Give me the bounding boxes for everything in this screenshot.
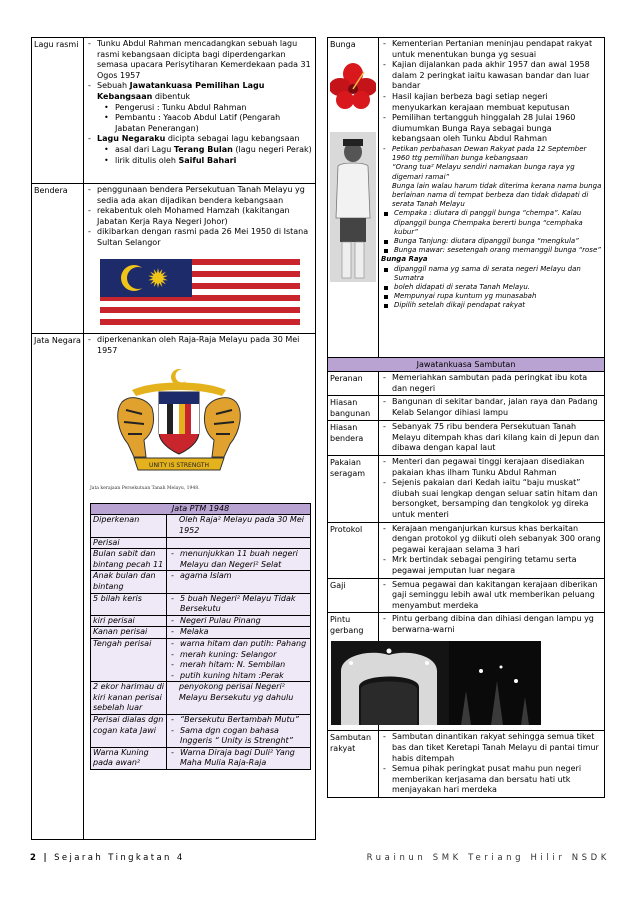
jk-row-label: Protokol <box>328 522 379 578</box>
jk-row <box>328 731 605 798</box>
jk-row-label: Hiasan bangunan <box>328 396 379 421</box>
jk-row-content <box>379 372 605 396</box>
bunga-tanjung: Bunga Tanjung: diutara dipanggil bunga “mengkula” <box>381 237 602 246</box>
jata-ptm-meaning <box>167 627 311 639</box>
jata-ptm-meaning <box>167 593 311 615</box>
malaysia-flag-icon <box>100 259 300 325</box>
jata-ptm-part: 2 ekor harimau di kiri kanan perisai sebelah luar <box>91 682 167 715</box>
merdeka-arch-icon <box>331 641 541 725</box>
jata-ptm-part: Bulan sabit dan bintang pecah 11 <box>91 549 167 571</box>
bunga-cempaka: Cempaka : diutara di panggil bunga “chempa”. Kalau dipanggil bunga Chempaka bererti bunga “cemphaka kubur” <box>381 209 602 237</box>
jawatankuasa-sambutan-title: Jawatankuasa Sambutan <box>328 358 605 372</box>
jk-row-item: - Sejenis pakaian dari Kedah iaitu “baju muskat” diubah suai lengkap dengan seluar satin hitam dan bersongket, bersamping dan tengkolok yg direka untuk menteri <box>381 478 602 520</box>
jk-row-label: Pakaian seragam <box>328 455 379 522</box>
jata-ptm-part: Kanan perisai <box>91 627 167 639</box>
jata-ptm-meaning-item: - merah hitam: N. Sembilan <box>169 660 308 671</box>
jk-row-item: - Pintu gerbang dibina dan dihiasi dengan lampu yg berwarna-warni <box>381 614 602 635</box>
jata-ptm-meaning-item: - “Bersekutu Bertambah Mutu” <box>169 715 308 726</box>
jata-ptm-row <box>91 571 311 593</box>
row-jk-title <box>328 358 605 372</box>
label-lagu-rasmi: Lagu rasmi <box>32 38 84 184</box>
jata-ptm-meaning <box>167 549 311 571</box>
bunga-raya-1: dipanggil nama yg sama di serata negeri Melayu dan Sumatra <box>381 265 602 283</box>
jata-ptm-meaning-item: - menunjukkan 11 buah negeri Melayu dan Negeri² Selat <box>169 549 308 570</box>
jata-ptm-row <box>91 549 311 571</box>
page-footer <box>30 853 610 867</box>
jata-ptm-meaning-item: - Sama dgn cogan bahasa Inggeris “ Unity is Strenght” <box>169 726 308 747</box>
jk-row-item: - Semua pegawai dan kakitangan kerajaan diberikan gaji seminggu lebih awal utk memberikan peluang menyambut merdeka <box>381 580 602 612</box>
jk-row-item: - Bangunan di sekitar bandar, jalan raya dan Padang Kelab Selangor dihiasi lampu <box>381 397 602 418</box>
content-jata-negara <box>84 334 316 840</box>
jk-row-content <box>379 613 605 731</box>
jk-row-label: Hiasan bendera <box>328 421 379 456</box>
jata-ptm-meaning-item: - merah kuning: Selangor <box>169 650 308 661</box>
bunga-point-2: - Kajian dijalankan pada akhir 1957 dan awal 1958 dalam 2 peringkat iaitu kawasan bandar dan luar bandar <box>381 60 602 92</box>
bunga-raya-head: Bunga Raya <box>381 255 428 264</box>
jk-row-label: Sambutan rakyat <box>328 731 379 798</box>
jata-ptm-meaning <box>167 615 311 627</box>
jk-row <box>328 372 605 396</box>
tunku-photo-icon <box>330 132 376 282</box>
jata-ptm-row <box>91 593 311 615</box>
left-table <box>31 37 316 840</box>
bunga-point-4: - Pemilihan tertangguh hinggalah 28 Julai 1960 diumumkan Bunga Raya sebagai bunga kebangsaan oleh Tunku Abdul Rahman <box>381 113 602 145</box>
lagu-sub-lirik: • lirik ditulis oleh Saiful Bahari <box>97 156 313 167</box>
jata-ptm-part: kiri perisai <box>91 615 167 627</box>
jata-ptm-row <box>91 638 311 681</box>
lagu-point-3: - Lagu Negaraku dicipta sebagai lagu kebangsaan • asal dari Lagu Terang Bulan (lagu negeri Perak) • lirik ditulis oleh Saiful Bahari <box>86 134 313 166</box>
jata-ptm-title: Jata PTM 1948 <box>91 503 311 515</box>
jata-ptm-part: Perisai <box>91 537 167 549</box>
jata-ptm-table <box>90 503 311 770</box>
jata-ptm-meaning-item: - 5 buah Negeri² Melayu Tidak Bersekutu <box>169 594 308 615</box>
jata-ptm-meaning-item: - Melaka <box>169 627 308 638</box>
lagu-sub-pembantu: • Pembantu : Yaacob Abdul Latif (Pengarah Jabatan Penerangan) <box>97 113 313 134</box>
bunga-mawar: Bunga mawar: sesetengah orang memanggil bunga “rose” <box>381 246 602 255</box>
jata-ptm-meaning <box>167 682 311 715</box>
jata-ptm-meaning-item: penyokong perisai Negeri² Melayu Bersekutu yg dahulu <box>179 682 294 702</box>
jk-row <box>328 613 605 731</box>
lagu-sub-asal: • asal dari Lagu Terang Bulan (lagu negeri Perak) <box>97 145 313 156</box>
row-jata-negara <box>32 334 316 840</box>
jk-row-content <box>379 522 605 578</box>
jata-ptm-meaning <box>167 571 311 593</box>
jk-row-content <box>379 731 605 798</box>
jata-ptm-meaning-item: - Negeri Pulau Pinang <box>169 616 308 627</box>
jata-point-1: - diperkenankan oleh Raja-Raja Melayu pada 30 Mei 1957 <box>86 335 313 356</box>
bunga-raya-2: boleh didapati di serata Tanah Melayu. <box>381 283 602 292</box>
content-bunga <box>379 38 605 358</box>
jata-ptm-meaning <box>167 515 311 537</box>
content-bendera <box>84 184 316 334</box>
row-bendera <box>32 184 316 334</box>
jata-ptm-row <box>91 515 311 537</box>
page-number: 2 <box>30 853 39 863</box>
jata-ptm-meaning <box>167 638 311 681</box>
jk-row <box>328 522 605 578</box>
hibiscus-flower-icon <box>330 62 376 112</box>
footer-subject: Sejarah Tingkatan 4 <box>54 853 185 863</box>
bunga-petikan-block <box>381 145 602 311</box>
jk-row-content <box>379 421 605 456</box>
right-table <box>327 37 605 798</box>
jk-row-item: - Semua pihak peringkat pusat mahu pun negeri memberikan kerjasama dan bersatu hati utk menjayakan hari merdeka <box>381 764 602 796</box>
jata-ptm-meaning-item: - warna hitam dan putih: Pahang <box>169 639 308 650</box>
label-jata-negara: Jata Negara <box>32 334 84 840</box>
bunga-quote-2: Bunga lain walau harum tidak diterima kerana nama bunga berlainan nama di tempat berbeza dan tidak didapati di serata Tanah Melayu <box>392 181 602 209</box>
jata-ptm-part: Tengah perisai <box>91 638 167 681</box>
jata-ptm-meaning <box>167 715 311 748</box>
coat-of-arms-icon <box>104 362 254 482</box>
row-lagu-rasmi <box>32 38 316 184</box>
jata-ptm-row <box>91 715 311 748</box>
jata-ptm-row <box>91 747 311 769</box>
jata-ptm-meaning <box>167 537 311 549</box>
coat-of-arms-caption: Jata kerajaan Persekutuan Tanah Melayu, 1948. <box>90 486 200 492</box>
jata-ptm-part: Diperkenan <box>91 515 167 537</box>
jata-ptm-meaning-item: - agama Islam <box>169 571 308 582</box>
footer-separator: | <box>43 853 49 863</box>
jata-ptm-meaning-item: Oleh Raja² Melayu pada 30 Mei 1952 <box>179 515 304 535</box>
bunga-quote-1: “Orang tua² Melayu sendiri namakan bunga raya yg digemari ramai” <box>392 163 575 181</box>
footer-credit: Ruainun SMK Teriang Hilir NSDK <box>366 853 610 863</box>
jk-row-content <box>379 455 605 522</box>
label-bunga: Bunga <box>330 40 356 49</box>
footer-left <box>30 853 185 867</box>
bendera-point-2: - rekabentuk oleh Mohamed Hamzah (kakitangan Jabatan Kerja Raya Negeri Johor) <box>86 206 313 227</box>
jata-ptm-meaning-item: - Warna Diraja bagi Duli² Yang Maha Mulia Raja-Raja <box>169 748 308 769</box>
content-lagu-rasmi <box>84 38 316 184</box>
jata-ptm-part: 5 bilah keris <box>91 593 167 615</box>
jata-ptm-meaning <box>167 747 311 769</box>
lagu-point-1: - Tunku Abdul Rahman mencadangkan sebuah lagu rasmi kebangsaan dicipta bagi diperdengarkan semasa upacara Perisytiharan Kemerdekaan pada 31 Ogos 1957 <box>86 39 313 81</box>
bunga-point-3: - Hasil kajian berbeza bagi setiap negeri menyukarkan kerajaan membuat keputusan <box>381 92 602 113</box>
lagu-point-2: - Sebuah Jawatankuasa Pemilihan Lagu Kebangsaan dibentuk • Pengerusi : Tunku Abdul Rahman • Pembantu : Yaacob Abdul Latif (Pengarah Jabatan Penerangan) <box>86 81 313 134</box>
jk-row-item: - Sebanyak 75 ribu bendera Persekutuan Tanah Melayu ditempah khas dari kilang kain di Jepun dan dibawa dengan kapal laut <box>381 422 602 454</box>
jk-row <box>328 421 605 456</box>
jata-ptm-part: Warna Kuning pada awan² <box>91 747 167 769</box>
coat-of-arms-motto: UNITY IS STRENGTH <box>149 462 209 470</box>
jk-row-content <box>379 396 605 421</box>
jata-ptm-meaning-item: - putih kuning hitam :Perak <box>169 671 308 682</box>
jata-ptm-row <box>91 537 311 549</box>
jk-row-label: Peranan <box>328 372 379 396</box>
bunga-label-cell <box>328 38 379 358</box>
bunga-raya-4: Dipilih setelah dikaji pendapat rakyat <box>381 301 602 310</box>
jk-row-item: - Kerajaan menganjurkan kursus khas berkaitan dengan protokol yg diikuti oleh sebanyak 300 orang pegawai kerajaan selama 3 hari <box>381 524 602 556</box>
bendera-point-3: - dikibarkan dengan rasmi pada 26 Mei 1950 di Istana Sultan Selangor <box>86 227 313 248</box>
jk-row-item: - Memeriahkan sambutan pada peringkat ibu kota dan negeri <box>381 373 602 394</box>
lagu-sub-pengerusi: • Pengerusi : Tunku Abdul Rahman <box>97 103 313 114</box>
jata-ptm-part: Anak bulan dan bintang <box>91 571 167 593</box>
bunga-petikan: - Petikan perbahasan Dewan Rakyat pada 12 September 1960 ttg pemilihan bunga kebangsaan <box>381 145 602 163</box>
jk-row-item: - Sambutan dinantikan rakyat sehingga semua tiket bas dan tiket Keretapi Tanah Melayu di pantai timur habis ditempah <box>381 732 602 764</box>
jata-ptm-part: Perisai dialas dgn cogan kata Jawi <box>91 715 167 748</box>
bendera-point-1: - penggunaan bendera Persekutuan Tanah Melayu yg sedia ada akan dijadikan bendera kebangsaan <box>86 185 313 206</box>
bunga-raya-3: Mempunyai rupa kuntum yg munasabah <box>381 292 602 301</box>
jk-row-label: Gaji <box>328 578 379 613</box>
jata-ptm-row <box>91 627 311 639</box>
jk-row <box>328 455 605 522</box>
bunga-point-1: - Kementerian Pertanian meninjau pendapat rakyat untuk menentukan bunga yg sesuai <box>381 39 602 60</box>
jata-ptm-row <box>91 682 311 715</box>
label-bendera: Bendera <box>32 184 84 334</box>
jk-row <box>328 578 605 613</box>
jk-row <box>328 396 605 421</box>
row-bunga <box>328 38 605 358</box>
jk-row-item: - Mrk bertindak sebagai pengiring tetamu serta pegawai jemputan luar negara <box>381 555 602 576</box>
jk-row-content <box>379 578 605 613</box>
jk-row-item: - Menteri dan pegawai tinggi kerajaan disediakan pakaian khas ilham Tunku Abdul Rahman <box>381 457 602 478</box>
jata-ptm-row <box>91 615 311 627</box>
jk-row-label: Pintu gerbang <box>328 613 379 731</box>
